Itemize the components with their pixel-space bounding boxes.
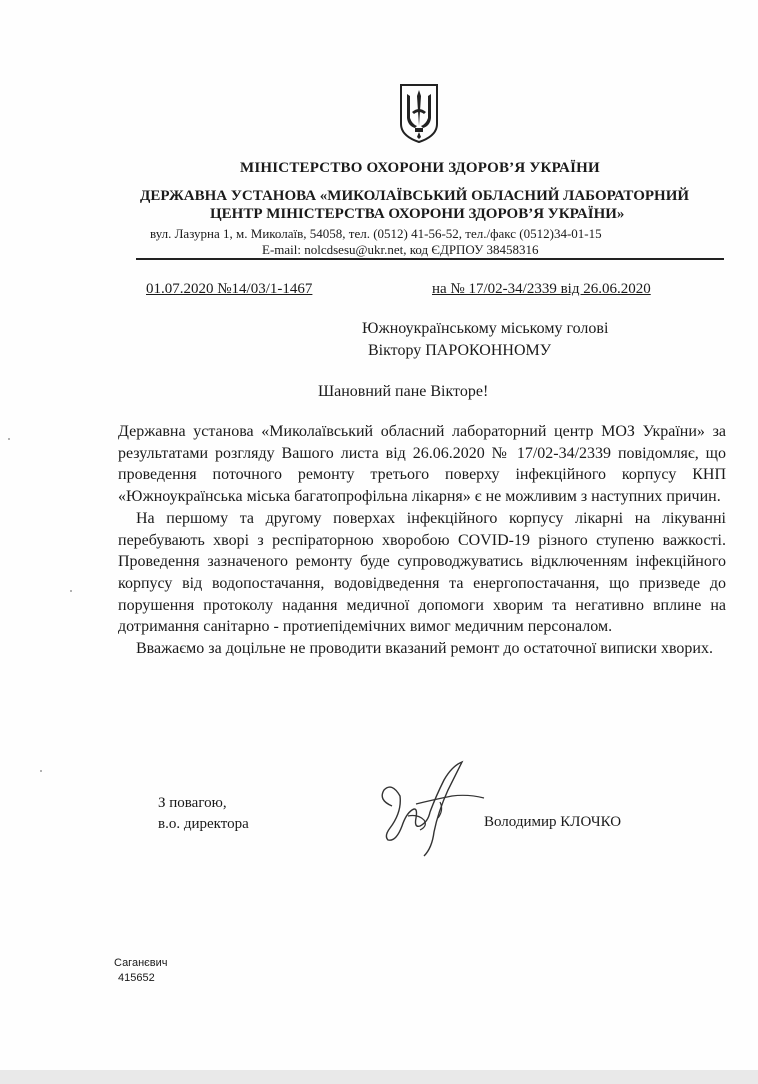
ministry-title: МІНІСТЕРСТВО ОХОРОНИ ЗДОРОВ’Я УКРАЇНИ <box>240 160 600 176</box>
scan-speck <box>70 590 72 592</box>
institution-name-line2: ЦЕНТР МІНІСТЕРСТВА ОХОРОНИ ЗДОРОВ’Я УКРАЇНИ» <box>210 206 625 222</box>
addressee-name: Віктору ПАРОКОННОМУ <box>368 342 552 359</box>
outgoing-reference: 01.07.2020 №14/03/1-1467 <box>146 281 313 297</box>
letter-body <box>118 421 726 660</box>
addressee-title: Южноукраїнському міському голові <box>362 320 609 337</box>
signer-name: Володимир КЛОЧКО <box>484 814 622 830</box>
executor-name: Саганєвич <box>114 957 168 969</box>
header-divider <box>136 258 724 260</box>
scan-bottom-edge <box>0 1070 758 1084</box>
body-paragraph-2: На першому та другому поверхах інфекційного корпусу лікарні на лікуванні перебувають хворі з респіраторною хворобою COVID-19 різного ступеню важкості. Проведення зазначеного ремонту буде супроводжуватись відключенням інфекційного корпусу від водопостачання, водовідведення та енергопостачання, що призведе до порушення протоколу надання медичної допомоги хворим та негативно вплине на дотримання санітарно - протиепідемічних вимог медичним персоналом. <box>118 509 726 636</box>
signature-icon <box>372 756 488 862</box>
executor-phone: 415652 <box>118 972 155 984</box>
closing-position: в.о. директора <box>158 816 249 832</box>
trident-emblem-icon <box>398 82 440 144</box>
institution-address: вул. Лазурна 1, м. Миколаїв, 54058, тел. (0512) 41-56-52, тел./факс (0512)34-01-15 <box>150 226 602 241</box>
institution-name-line1: ДЕРЖАВНА УСТАНОВА «МИКОЛАЇВСЬКИЙ ОБЛАСНИЙ ЛАБОРАТОРНИЙ <box>140 188 690 204</box>
closing-regards: З повагою, <box>158 795 227 811</box>
incoming-reference: на № 17/02-34/2339 від 26.06.2020 <box>432 281 651 297</box>
body-paragraph-3: Вважаємо за доцільне не проводити вказаний ремонт до остаточної виписки хворих. <box>136 640 713 658</box>
scan-speck <box>8 438 10 440</box>
body-paragraph-1: Державна установа «Миколаївський обласний лабораторний центр МОЗ України» за результатами розгляду Вашого листа від 26.06.2020 № 17/02-34/2339 повідомляє, що проведення поточного ремонту третього поверху інфекційного корпусу КНП «Южноукраїнська міська багатопрофільна лікарня» є не можливим з наступних причин. <box>118 423 726 506</box>
greeting: Шановний пане Вікторе! <box>318 383 489 400</box>
institution-email: E-mail: nolcdsesu@ukr.net, код ЄДРПОУ 38458316 <box>262 242 539 257</box>
scan-speck <box>40 770 42 772</box>
